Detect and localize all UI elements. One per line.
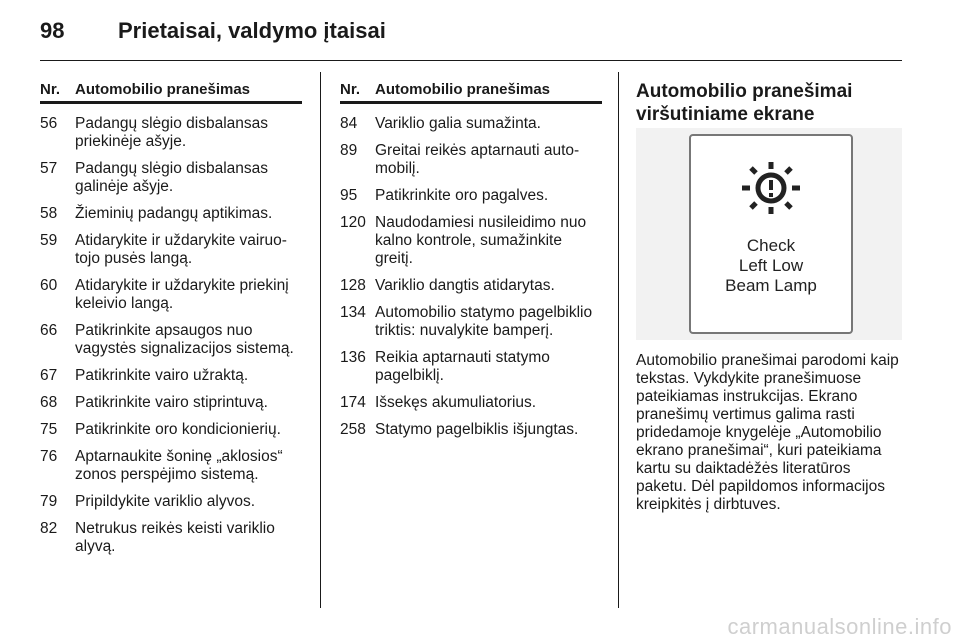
message-number: 60: [40, 277, 58, 294]
message-text: Greitai reikės aptarnauti auto-mobilį.: [375, 142, 580, 177]
message-text: Patikrinkite vairo stiprintuvą.: [75, 394, 268, 411]
table-row: [340, 349, 602, 385]
table-row: [40, 205, 302, 223]
table-row: [340, 277, 602, 295]
message-text: Variklio dangtis atidarytas.: [375, 277, 555, 294]
message-text: Patikrinkite oro pagalves.: [375, 187, 549, 204]
message-text: Padangų slėgio disbalansas priekinėje ašyje.: [75, 115, 269, 150]
table-row: [40, 160, 302, 196]
message-number: 128: [340, 277, 366, 294]
bulb-warning-icon: [738, 156, 804, 216]
table-rows: [40, 104, 302, 556]
table-row: [40, 394, 302, 412]
table-row: [340, 214, 602, 268]
display-line: Beam Lamp: [725, 276, 817, 295]
column-divider: [320, 72, 321, 608]
display-line: Left Low: [738, 256, 804, 275]
right-section: [636, 80, 904, 126]
column-header-message: Automobilio pranešimas: [375, 81, 551, 98]
table-row: [340, 304, 602, 340]
display-line: Check: [746, 236, 796, 255]
page-number: 98: [40, 18, 65, 43]
message-number: 68: [40, 394, 58, 411]
message-number: 58: [40, 205, 58, 222]
message-text: Pripildykite variklio alyvos.: [75, 493, 256, 510]
page-header: [40, 16, 902, 61]
table-row: [40, 277, 302, 313]
message-number: 76: [40, 448, 58, 465]
message-text: Aptarnaukite šoninę „aklosios“ zonos perspėjimo sistemą.: [75, 448, 283, 483]
message-text: Patikrinkite vairo užraktą.: [75, 367, 249, 384]
message-number: 59: [40, 232, 58, 249]
message-number: 95: [340, 187, 358, 204]
display-message: [691, 236, 851, 296]
column-divider: [618, 72, 619, 608]
message-text: Patikrinkite oro kondicionierių.: [75, 421, 281, 438]
message-number: 79: [40, 493, 58, 510]
message-text: Žieminių padangų aptikimas.: [75, 205, 273, 222]
table-row: [40, 421, 302, 439]
message-text: Reikia aptarnauti statymo pagelbiklį.: [375, 349, 550, 384]
message-text: Išsekęs akumuliatorius.: [375, 394, 537, 411]
message-text: Atidarykite ir uždarykite priekinį keleivio langą.: [75, 277, 289, 312]
message-text: Netrukus reikės keisti variklio alyvą.: [75, 520, 275, 555]
body-paragraph: Automobilio pranešimai parodomi kaip tekstas. Vykdykite pranešimuose pateikiamas instrukcijas. Ekrano pranešimų vertimus galima rasti pridedamoje knygelėje „Automobilio ekrano pranešimai“, kuri pateikiama kartu su daiktadėžės literatūros paketu. Dėl papildomos informacijos kreipkitės į dirbtuves.: [636, 352, 899, 513]
table-row: [340, 421, 602, 439]
message-text: Atidarykite ir uždarykite vairuo-tojo pusės langą.: [75, 232, 287, 267]
message-number: 56: [40, 115, 58, 132]
message-number: 89: [340, 142, 358, 159]
table-row: [40, 322, 302, 358]
table-row: [40, 448, 302, 484]
table-row: [40, 520, 302, 556]
message-number: 84: [340, 115, 358, 132]
page-title: Prietaisai, valdymo įtaisai: [118, 18, 386, 43]
message-text: Naudodamiesi nusileidimo nuo kalno kontrole, sumažinkite greitį.: [375, 214, 587, 267]
message-number: 134: [340, 304, 366, 321]
message-text: Patikrinkite apsaugos nuo vagystės signalizacijos sistemą.: [75, 322, 294, 357]
message-table-middle: [340, 80, 602, 439]
display-illustration: [689, 134, 853, 334]
table-row: [340, 115, 602, 133]
watermark: carmanualsonline.info: [727, 614, 952, 639]
section-title: [636, 80, 904, 126]
section-title-line2: viršutiniame ekrane: [636, 104, 815, 125]
table-row: [40, 115, 302, 151]
table-row: [340, 187, 602, 205]
message-number: 136: [340, 349, 366, 366]
message-number: 120: [340, 214, 366, 231]
table-row: [340, 394, 602, 412]
table-header: [340, 80, 602, 104]
message-text: Statymo pagelbiklis išjungtas.: [375, 421, 579, 438]
message-number: 82: [40, 520, 58, 537]
table-row: [40, 232, 302, 268]
message-number: 174: [340, 394, 366, 411]
message-number: 57: [40, 160, 58, 177]
message-table-left: [40, 80, 302, 556]
message-number: 258: [340, 421, 366, 438]
table-row: [40, 493, 302, 511]
message-text: Variklio galia sumažinta.: [375, 115, 541, 132]
message-text: Padangų slėgio disbalansas galinėje ašyje.: [75, 160, 269, 195]
message-number: 66: [40, 322, 58, 339]
table-row: [40, 367, 302, 385]
column-header-nr: Nr.: [40, 81, 61, 98]
table-rows: [340, 104, 602, 439]
message-number: 75: [40, 421, 58, 438]
column-header-nr: Nr.: [340, 81, 361, 98]
message-number: 67: [40, 367, 58, 384]
column-header-message: Automobilio pranešimas: [75, 81, 251, 98]
message-text: Automobilio statymo pagelbiklio triktis: nuvalykite bamperį.: [375, 304, 593, 339]
table-row: [340, 142, 602, 178]
section-title-line1: Automobilio pranešimai: [636, 81, 853, 102]
table-header: [40, 80, 302, 104]
